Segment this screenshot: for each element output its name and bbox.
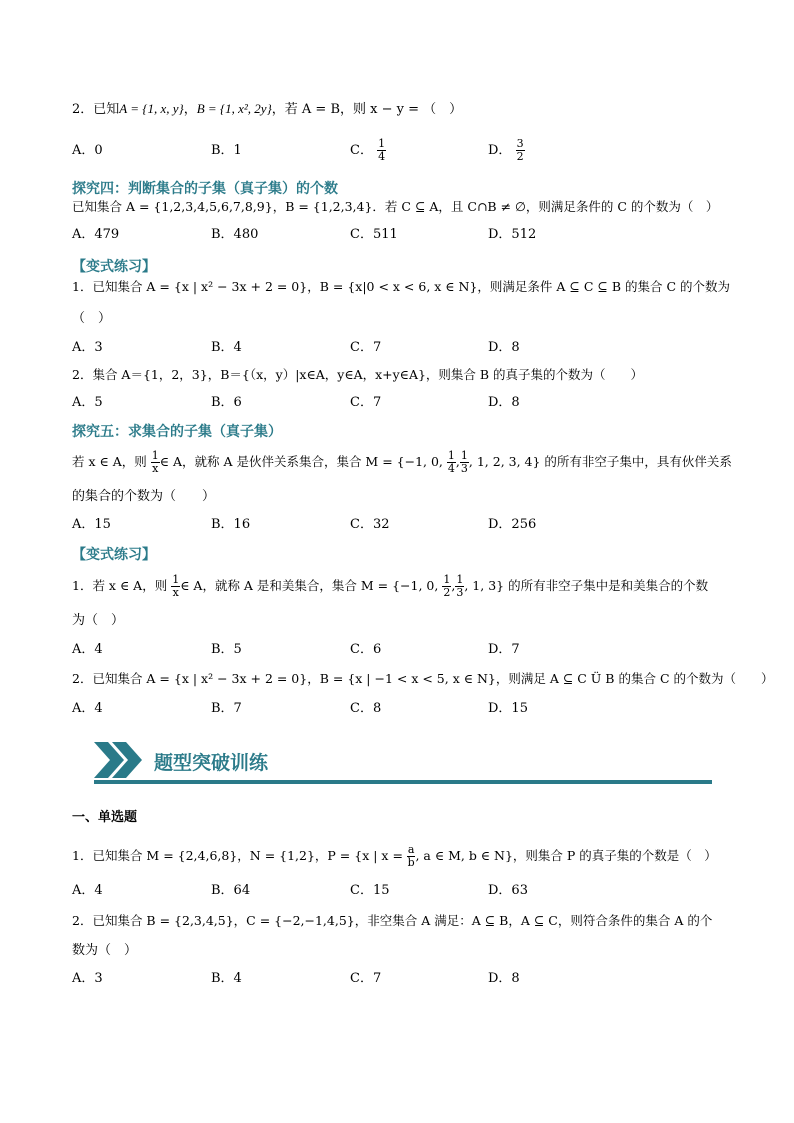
numerator: 1 bbox=[456, 573, 464, 586]
denominator: b bbox=[407, 856, 415, 869]
p2-q2-option-b: B．7 bbox=[211, 701, 242, 716]
q2-option-b: B．1 bbox=[211, 143, 242, 158]
denominator: 2 bbox=[443, 586, 451, 599]
section5-title: 探究五：求集合的子集（真子集） bbox=[72, 424, 282, 440]
q2-option-c bbox=[350, 138, 386, 163]
p1-q1-line2: （ ） bbox=[72, 311, 112, 326]
option-d-label: D． bbox=[488, 143, 512, 158]
numerator: 1 bbox=[460, 449, 468, 462]
p1-q1-option-b: B．4 bbox=[211, 340, 242, 355]
fraction bbox=[460, 450, 469, 475]
numerator: 1 bbox=[447, 449, 455, 462]
fraction bbox=[516, 138, 525, 163]
p2-q2-option-d: D．15 bbox=[488, 701, 528, 716]
section-label: 一、单选题 bbox=[72, 810, 138, 825]
ex-q1-option-d: D．63 bbox=[488, 883, 528, 898]
q2-top-stem bbox=[72, 100, 462, 119]
numerator: 1 bbox=[378, 137, 386, 150]
denominator: x bbox=[172, 586, 179, 599]
q2-option-d bbox=[488, 138, 525, 163]
fraction bbox=[377, 138, 386, 163]
fraction bbox=[151, 450, 160, 475]
denominator: 2 bbox=[516, 150, 524, 163]
p1-q2-option-d: D．8 bbox=[488, 395, 520, 410]
p2-q1-option-d: D．7 bbox=[488, 642, 520, 657]
text: ∈ A，就称 A 是和美集合，集合 M = {−1, 0, bbox=[180, 578, 439, 593]
fraction bbox=[455, 574, 464, 599]
set-a: A = {1, x, y} bbox=[119, 101, 184, 116]
text: 1．若 x ∈ A，则 bbox=[72, 578, 168, 593]
numerator: a bbox=[407, 843, 415, 856]
p2-q1-option-c: C．6 bbox=[350, 642, 382, 657]
fraction bbox=[447, 450, 456, 475]
p1-q1-line1: 1．已知集合 A = {x | x² − 3x + 2 = 0}，B = {x|0 < x < 6, x ∈ N}，则满足条件 A ⊆ C ⊆ B 的集合 C 的个数为 bbox=[72, 279, 730, 294]
p1-q2-line: 2．集合 A＝{1，2，3}，B＝{（x，y）|x∈A，y∈A，x+y∈A}，则集合 B 的真子集的个数为（ ） bbox=[72, 367, 644, 382]
section4-stem: 已知集合 A = {1,2,3,4,5,6,7,8,9}，B = {1,2,3,4}．若 C ⊆ A，且 C∩B ≠ ∅，则满足条件的 C 的个数为（ ） bbox=[72, 199, 719, 214]
ex-q1-option-a: A．4 bbox=[72, 883, 103, 898]
p2-q2-option-c: C．8 bbox=[350, 701, 382, 716]
denominator: 3 bbox=[456, 586, 464, 599]
p2-q1-option-a: A．4 bbox=[72, 642, 103, 657]
banner-underline bbox=[94, 780, 712, 784]
p2-q2-option-a: A．4 bbox=[72, 701, 103, 716]
p1-q1-option-d: D．8 bbox=[488, 340, 520, 355]
fraction bbox=[442, 574, 451, 599]
text: 若 x ∈ A，则 bbox=[72, 454, 147, 469]
p2-q1-option-b: B．5 bbox=[211, 642, 242, 657]
ex-q2-option-b: B．4 bbox=[211, 971, 242, 986]
banner-title: 题型突破训练 bbox=[154, 752, 269, 774]
s5-option-a: A．15 bbox=[72, 517, 111, 532]
set-b: B = {1, x², 2y} bbox=[196, 101, 272, 116]
numerator: 1 bbox=[172, 573, 180, 586]
practice2-title: 【变式练习】 bbox=[72, 547, 156, 563]
text: 1．已知集合 M = {2,4,6,8}，N = {1,2}，P = {x | x = bbox=[72, 848, 403, 863]
sep: ， bbox=[183, 102, 197, 117]
p2-q2-line: 2．已知集合 A = {x | x² − 3x + 2 = 0}，B = {x | −1 < x < 5, x ∈ N}，则满足 A ⊆ C Ü B 的集合 C 的个数为（ ） bbox=[72, 671, 774, 686]
numerator: 1 bbox=[151, 449, 159, 462]
text: ∈ A，就称 A 是伙伴关系集合，集合 M = {−1, 0, bbox=[159, 454, 443, 469]
s4-option-d: D．512 bbox=[488, 227, 537, 242]
denominator: 3 bbox=[460, 462, 468, 475]
denominator: 4 bbox=[378, 150, 386, 163]
denominator: 4 bbox=[447, 462, 455, 475]
p1-q2-option-b: B．6 bbox=[211, 395, 242, 410]
section4-title: 探究四：判断集合的子集（真子集）的个数 bbox=[72, 181, 338, 197]
s4-option-b: B．480 bbox=[211, 227, 259, 242]
ex-q1-option-c: C．15 bbox=[350, 883, 390, 898]
s5-line1 bbox=[72, 450, 732, 475]
s5-option-d: D．256 bbox=[488, 517, 537, 532]
text: , 1, 3} 的所有非空子集中是和美集合的个数 bbox=[464, 578, 709, 593]
section-banner bbox=[94, 738, 712, 786]
text: , bbox=[455, 454, 460, 469]
ex-q2-option-d: D．8 bbox=[488, 971, 520, 986]
q2-option-a: A．0 bbox=[72, 143, 103, 158]
s5-option-c: C．32 bbox=[350, 517, 390, 532]
p1-q1-option-a: A．3 bbox=[72, 340, 103, 355]
ex-q1-option-b: B．64 bbox=[211, 883, 251, 898]
option-c-label: C． bbox=[350, 143, 373, 158]
fraction bbox=[171, 574, 180, 599]
denominator: x bbox=[152, 462, 159, 475]
condition: ，若 A = B，则 x − y = （ ） bbox=[271, 102, 463, 117]
text: , a ∈ M, b ∈ N}，则集合 P 的真子集的个数是（ ） bbox=[415, 848, 717, 863]
p1-q1-option-c: C．7 bbox=[350, 340, 382, 355]
p2-q1-line1 bbox=[72, 574, 708, 599]
s5-line2: 的集合的个数为（ ） bbox=[72, 489, 216, 504]
text: , 1, 2, 3, 4} 的所有非空子集中，具有伙伴关系 bbox=[468, 454, 732, 469]
p1-q2-option-a: A．5 bbox=[72, 395, 103, 410]
ex-q2-line2: 数为（ ） bbox=[72, 943, 138, 958]
p1-q2-option-c: C．7 bbox=[350, 395, 382, 410]
p2-q1-line2: 为（ ） bbox=[72, 613, 125, 628]
q2-stem-text: 2．已知 bbox=[72, 102, 120, 117]
text: , bbox=[451, 578, 456, 593]
ex-q2-option-a: A．3 bbox=[72, 971, 103, 986]
ex-q2-line1: 2．已知集合 B = {2,3,4,5}，C = {−2,−1,4,5}，非空集合 A 满足：A ⊆ B，A ⊆ C，则符合条件的集合 A 的个 bbox=[72, 913, 713, 928]
s5-option-b: B．16 bbox=[211, 517, 251, 532]
numerator: 3 bbox=[516, 137, 524, 150]
s4-option-c: C．511 bbox=[350, 227, 398, 242]
ex-q1-line bbox=[72, 844, 717, 869]
numerator: 1 bbox=[443, 573, 451, 586]
practice1-title: 【变式练习】 bbox=[72, 259, 156, 275]
ex-q2-option-c: C．7 bbox=[350, 971, 382, 986]
s4-option-a: A．479 bbox=[72, 227, 120, 242]
